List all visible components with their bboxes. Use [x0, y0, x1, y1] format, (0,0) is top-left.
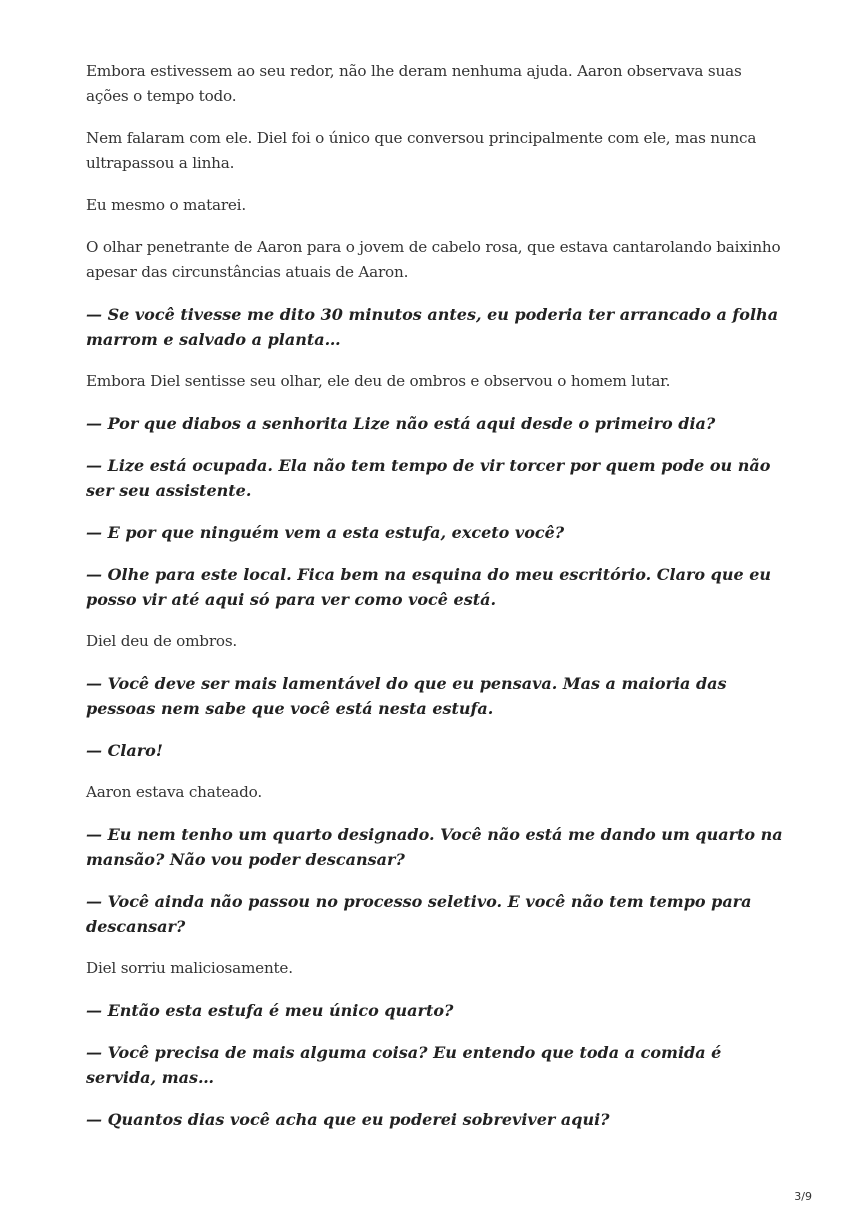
paragraph-dialogue: — Eu nem tenho um quarto designado. Você não está me dando um quarto na mansão? Não vou poder descansar? — [86, 825, 783, 869]
paragraph-dialogue: — Você ainda não passou no processo seletivo. E você não tem tempo para descansar? — [86, 892, 752, 936]
paragraph-dialogue: — Se você tivesse me dito 30 minutos antes, eu poderia ter arrancado a folha marrom e salvado a planta… — [86, 305, 779, 349]
paragraph-narration: O olhar penetrante de Aaron para o jovem de cabelo rosa, que estava cantarolando baixinho apesar das circunstâncias atuais de Aaron. — [86, 238, 781, 281]
paragraph-dialogue: — Quantos dias você acha que eu poderei sobreviver aqui? — [86, 1110, 610, 1129]
paragraph-dialogue: — Claro! — [86, 741, 163, 760]
paragraph-narration: Embora Diel sentisse seu olhar, ele deu de ombros e observou o homem lutar. — [86, 372, 671, 390]
paragraph-dialogue: — Você deve ser mais lamentável do que eu pensava. Mas a maioria das pessoas nem sabe que você está nesta estufa. — [86, 674, 727, 718]
paragraph-narration: Diel deu de ombros. — [86, 632, 238, 650]
paragraph-dialogue: — Lize está ocupada. Ela não tem tempo de vir torcer por quem pode ou não ser seu assistente. — [86, 456, 771, 500]
paragraph-dialogue: — E por que ninguém vem a esta estufa, exceto você? — [86, 523, 565, 542]
paragraph-narration: Eu mesmo o matarei. — [86, 196, 246, 214]
paragraph-dialogue: — Você precisa de mais alguma coisa? Eu entendo que toda a comida é servida, mas… — [86, 1043, 722, 1087]
document-body — [86, 59, 786, 1149]
paragraph-narration: Nem falaram com ele. Diel foi o único que conversou principalmente com ele, mas nunca ultrapassou a linha. — [86, 129, 757, 172]
paragraph-dialogue: — Então esta estufa é meu único quarto? — [86, 1001, 454, 1020]
paragraph-narration: Aaron estava chateado. — [86, 783, 262, 801]
paragraph-narration: Embora estivessem ao seu redor, não lhe deram nenhuma ajuda. Aaron observava suas ações o tempo todo. — [86, 62, 742, 105]
page-number: 3/9 — [794, 1190, 812, 1203]
paragraph-narration: Diel sorriu maliciosamente. — [86, 959, 293, 977]
paragraph-dialogue: — Olhe para este local. Fica bem na esquina do meu escritório. Claro que eu posso vir até aqui só para ver como você está. — [86, 565, 772, 609]
paragraph-dialogue: — Por que diabos a senhorita Lize não está aqui desde o primeiro dia? — [86, 414, 716, 433]
